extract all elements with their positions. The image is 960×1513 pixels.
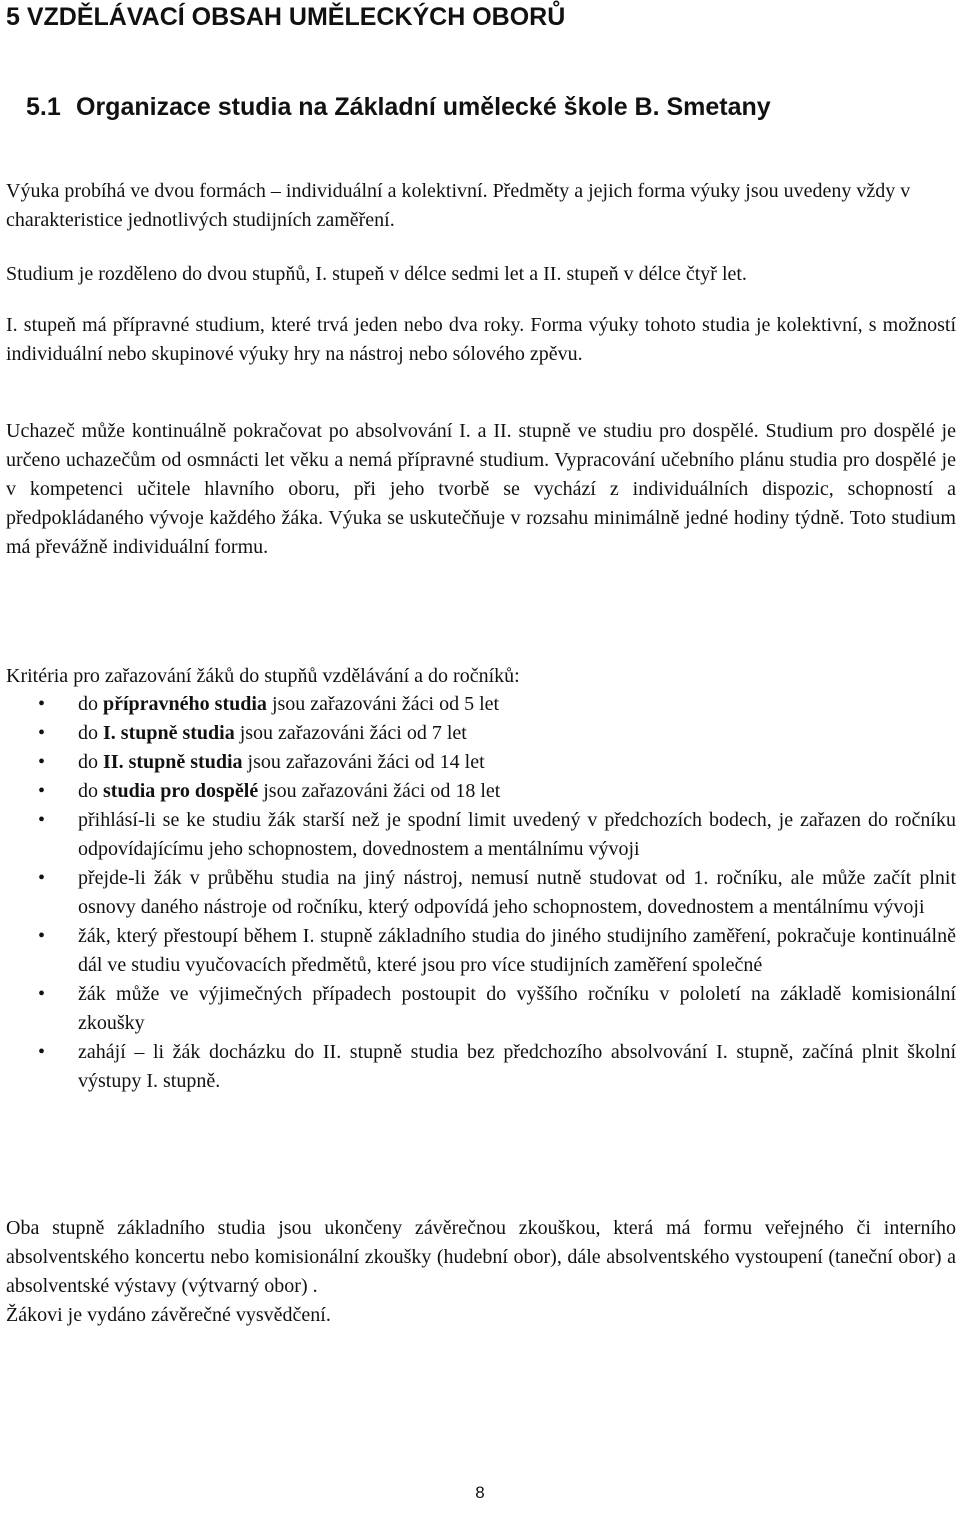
paragraph-preparatory: I. stupeň má přípravné studium, které trvá jeden nebo dva roky. Forma výuky tohoto studia je kolektivní, s možností individuální nebo skupinové výuky hry na nástroj nebo sólového zpěvu. <box>6 314 956 365</box>
list-item: • do II. stupně studia jsou zařazováni žáci od 14 let <box>6 748 956 777</box>
list-item: • do I. stupně studia jsou zařazováni žáci od 7 let <box>6 719 956 748</box>
section-title: Organizace studia na Základní umělecké škole B. Smetany <box>76 93 771 121</box>
list-item: • zahájí – li žák docházku do II. stupně studia bez předchozího absolvování I. stupně, začíná plnit školní výstupy I. stupně. <box>6 1038 956 1096</box>
paragraph-final-exam: Oba stupně základního studia jsou ukončeny závěrečnou zkouškou, která má formu veřejného či interního absolventského koncertu nebo komisionální zkoušky (hudební obor), dále absolventského vystoupení (taneční obor) a absolventské výstavy (výtvarný obor) . <box>6 1217 956 1297</box>
paragraph-certificate: Žákovi je vydáno závěrečné vysvědčení. <box>6 1304 331 1326</box>
paragraph-forms: Výuka probíhá ve dvou formách – individuální a kolektivní. Předměty a jejich forma výuky jsou uvedeny vždy v charakteristice jednotlivých studijních zaměření. <box>6 180 911 231</box>
bullet-icon: • <box>38 751 46 773</box>
list-item: • přihlásí-li se ke studiu žák starší než je spodní limit uvedený v předchozích bodech, je zařazen do ročníku odpovídajícímu jeho schopnostem, dovednostem a mentálnímu vývoji <box>6 806 956 864</box>
chapter-heading: 5 VZDĚLÁVACÍ OBSAH UMĚLECKÝCH OBORŮ <box>6 3 566 31</box>
list-item: • do přípravného studia jsou zařazováni žáci od 5 let <box>6 690 956 719</box>
bullet-icon: • <box>38 722 46 744</box>
list-item: • do studia pro dospělé jsou zařazováni žáci od 18 let <box>6 777 956 806</box>
section-heading <box>26 90 771 124</box>
section-number: 5.1 <box>26 93 61 121</box>
bullet-icon: • <box>38 983 46 1005</box>
criteria-title: Kritéria pro zařazování žáků do stupňů vzdělávání a do ročníků: <box>6 665 520 687</box>
paragraph-stages: Studium je rozděleno do dvou stupňů, I. stupeň v délce sedmi let a II. stupeň v délce čtyř let. <box>6 263 747 285</box>
list-item: • žák, který přestoupí během I. stupně základního studia do jiného studijního zaměření, pokračuje kontinuálně dál ve studiu vyučovacích předmětů, které jsou pro více studijních zaměření společné <box>6 922 956 980</box>
page-number: 8 <box>475 1483 485 1502</box>
bullet-icon: • <box>38 809 46 831</box>
list-item: • žák může ve výjimečných případech postoupit do vyššího ročníku v pololetí na základě komisionální zkoušky <box>6 980 956 1038</box>
criteria-list <box>6 690 956 1096</box>
paragraph-adults: Uchazeč může kontinuálně pokračovat po absolvování I. a II. stupně ve studiu pro dospělé. Studium pro dospělé je určeno uchazečům od osmnácti let věku a nemá přípravné studium. Vypracování učebního plánu studia pro dospělé je v kompetenci učitele hlavního oboru, při jeho tvorbě se vychází z individuálních dispozic, schopností a předpokládaného vývoje každého žáka. Výuka se uskutečňuje v rozsahu minimálně jedné hodiny týdně. Toto studium má převážně individuální formu. <box>6 420 956 558</box>
bullet-icon: • <box>38 925 46 947</box>
bullet-icon: • <box>38 1041 46 1063</box>
bullet-icon: • <box>38 780 46 802</box>
bullet-icon: • <box>38 867 46 889</box>
bullet-icon: • <box>38 693 46 715</box>
list-item: • přejde-li žák v průběhu studia na jiný nástroj, nemusí nutně studovat od 1. ročníku, ale může začít plnit osnovy daného nástroje od ročníku, který odpovídá jeho schopnostem, dovednostem a mentálnímu vývoji <box>6 864 956 922</box>
